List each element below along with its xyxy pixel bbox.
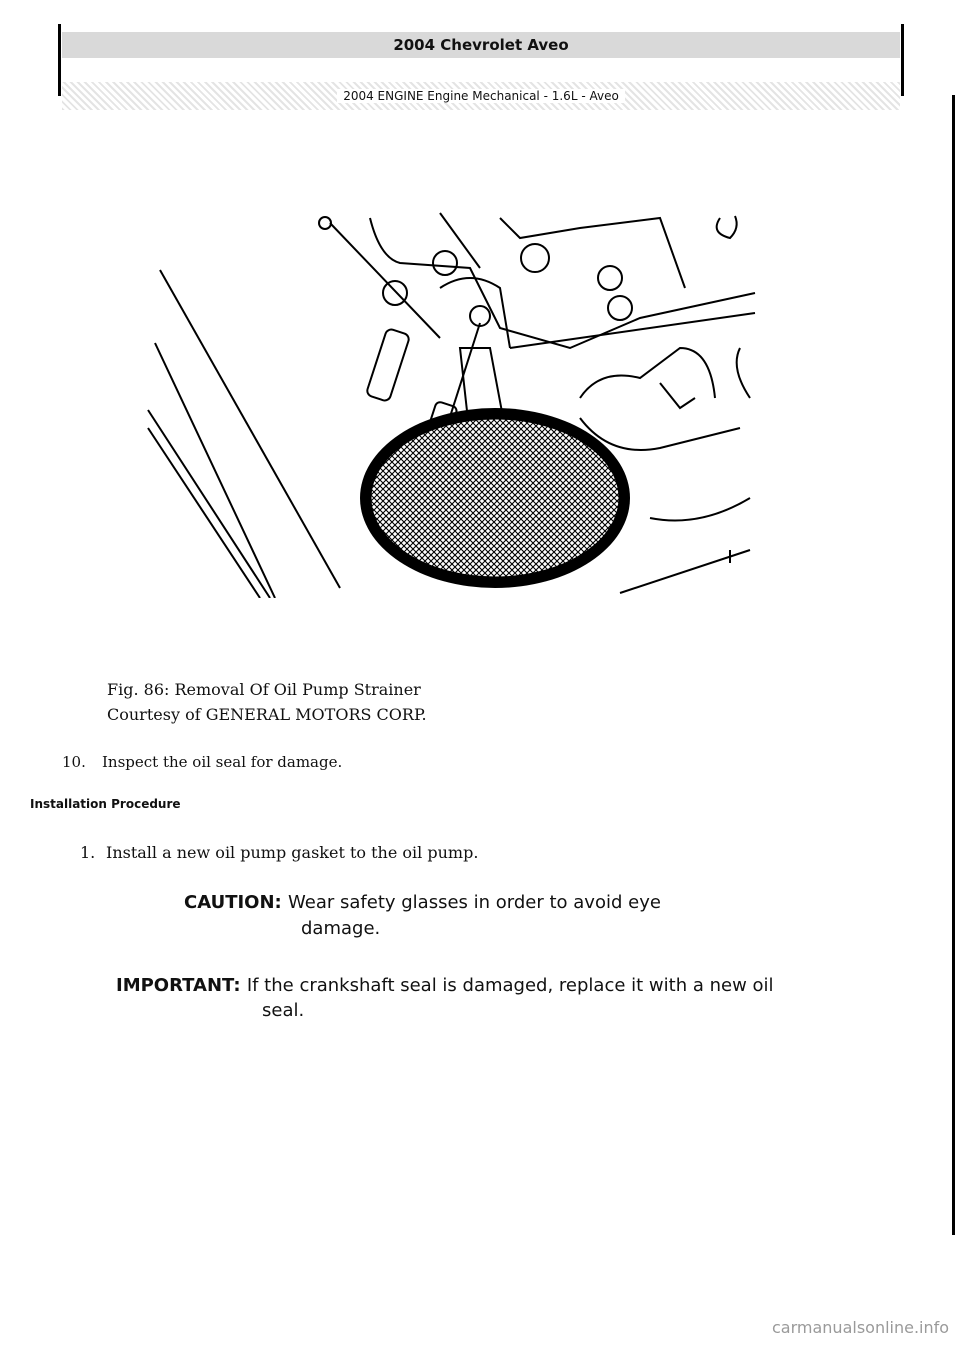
document-subtitle: 2004 ENGINE Engine Mechanical - 1.6L - Aveo — [337, 89, 625, 103]
caution-note — [184, 892, 661, 913]
step-text: Install a new oil pump gasket to the oil pump. — [106, 843, 479, 862]
oil-pump-strainer-illustration — [140, 198, 760, 598]
step-number: 1. — [80, 843, 96, 862]
section-heading: Installation Procedure — [30, 797, 181, 811]
important-label: IMPORTANT: — [116, 975, 241, 996]
caution-text-cont: damage. — [301, 918, 381, 939]
step-number: 10. — [62, 753, 86, 771]
watermark: carmanualsonline.info — [772, 1318, 950, 1337]
step-item — [62, 753, 342, 771]
step-item — [80, 843, 478, 862]
important-text-cont: seal. — [262, 1000, 305, 1021]
page-right-rule — [952, 95, 955, 1235]
header-left-rule — [58, 24, 61, 96]
document-title: 2004 Chevrolet Aveo — [62, 32, 900, 58]
figure-caption: Fig. 86: Removal Of Oil Pump Strainer — [107, 680, 421, 699]
important-note — [116, 975, 774, 996]
figure-courtesy: Courtesy of GENERAL MOTORS CORP. — [107, 705, 427, 724]
document-subtitle-bar — [62, 82, 900, 110]
important-note-cont — [262, 1000, 304, 1021]
caution-note-cont — [301, 918, 380, 939]
caution-text: Wear safety glasses in order to avoid eye — [288, 892, 661, 913]
page-header — [58, 24, 904, 103]
caution-label: CAUTION: — [184, 892, 282, 913]
step-text: Inspect the oil seal for damage. — [102, 753, 343, 771]
header-right-rule — [901, 24, 904, 96]
important-text: If the crankshaft seal is damaged, replace it with a new oil — [246, 975, 774, 996]
